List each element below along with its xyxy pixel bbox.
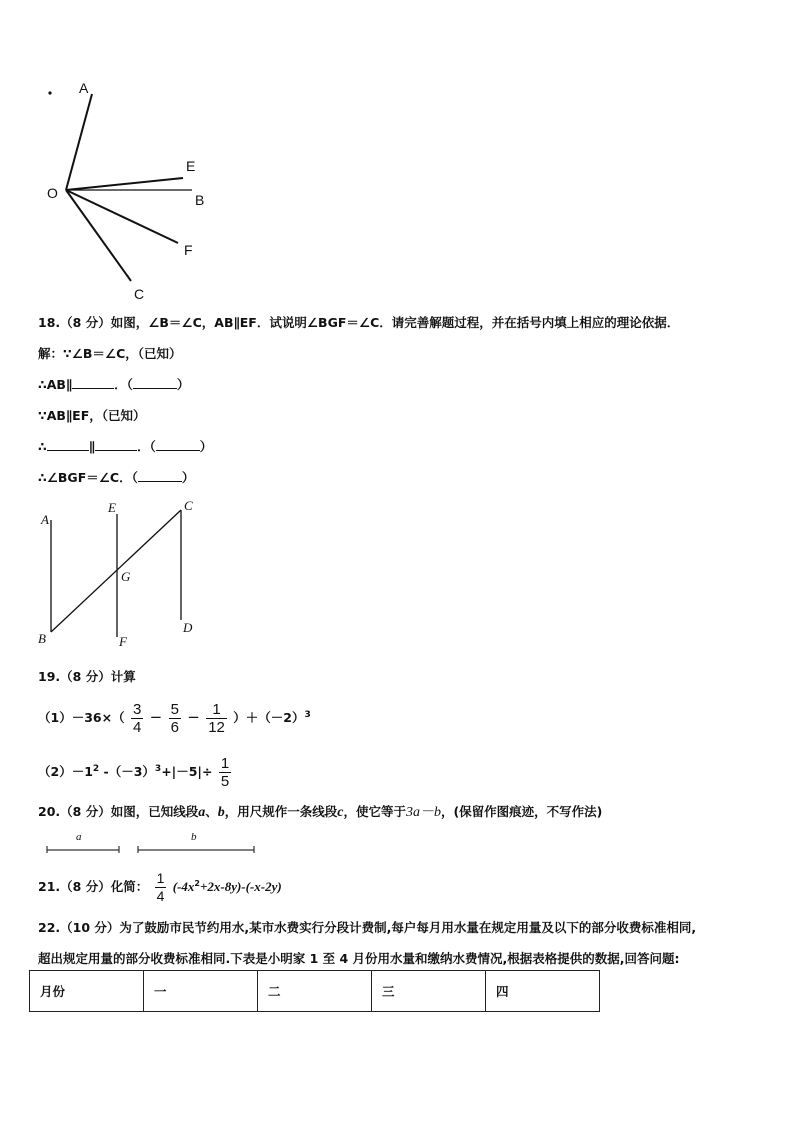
fraction-numerator: 1 (156, 870, 165, 886)
q18-line4-close: ） (199, 439, 213, 454)
fraction (131, 701, 143, 736)
reason-blank[interactable] (156, 438, 200, 451)
q20-sep: 、 (205, 804, 218, 819)
table-row (30, 971, 600, 1012)
table-cell: 月份 (30, 971, 144, 1012)
fraction-numerator: 1 (206, 701, 227, 719)
label-A: A (41, 512, 49, 527)
label-D: D (183, 620, 193, 635)
q18-line2 (38, 375, 189, 393)
angle-figure-q17 (0, 0, 260, 310)
q18-line2-suffix: ．（ (114, 377, 133, 392)
label-O: O (47, 185, 58, 201)
segment-b-label: b (191, 831, 197, 843)
fraction (206, 701, 227, 736)
fraction-numerator: 1 (220, 755, 230, 772)
q18-line4-prefix: ∴ (38, 439, 47, 454)
q18-line2-close: ） (176, 377, 190, 392)
segments-figure-q20 (0, 840, 270, 860)
var-c: c (337, 805, 344, 820)
q22-line2: 超出规定用量的部分收费标准相同.下表是小明家 1 至 4 月份用水量和缴纳水费情况,根据表格提供的数据,回答问题: (38, 951, 680, 966)
fraction-numerator: 3 (132, 701, 142, 718)
segment-a-label: a (76, 831, 82, 843)
fraction (169, 701, 181, 736)
table-cell: 一 (144, 971, 258, 1012)
label-B: B (38, 631, 46, 646)
q18-line4-suffix: ．（ (136, 439, 156, 454)
fraction-denominator: 4 (132, 719, 142, 736)
ray-OF (66, 190, 178, 243)
q21-header: 21.（8 分）化简： (38, 879, 149, 894)
exponent: 3 (304, 709, 311, 720)
segment-BC (51, 510, 181, 632)
reason-blank[interactable] (138, 469, 182, 482)
fraction-denominator: 6 (170, 719, 179, 736)
q18-line3: ∵AB∥EF，（已知） (38, 408, 146, 423)
q21-line (38, 870, 282, 905)
dot-mark (48, 91, 51, 94)
q19-p2-mid: -（－3） (99, 764, 155, 779)
answer-blank[interactable] (95, 438, 137, 451)
ray-OA (66, 94, 92, 190)
label-G: G (121, 569, 131, 584)
q21-expr1: (-4x (172, 879, 195, 894)
q19-header: 19.（8 分）计算 (38, 669, 136, 684)
answer-blank[interactable] (72, 376, 114, 389)
label-C: C (184, 498, 193, 513)
label-C: C (134, 286, 145, 302)
q18-line4 (38, 437, 212, 455)
q19-p2-tail: +|－5|÷ (161, 764, 213, 779)
q20-header (38, 801, 602, 821)
label-B: B (195, 192, 205, 208)
water-usage-table (29, 970, 600, 1012)
q18-header: 18.（8 分）如图，∠B＝∠C，AB∥EF．试说明∠BGF＝∠C．请完善解题过程，并在括号内填上相应的理论依据． (38, 315, 680, 330)
table-cell: 二 (258, 971, 372, 1012)
label-E: E (186, 158, 196, 174)
q18-line5-close: ） (181, 470, 195, 485)
q19-p1-tail: ）＋（－2） (233, 710, 305, 725)
fraction-denominator: 4 (156, 888, 165, 904)
expr-3a-b: 3a－b (405, 805, 441, 820)
ray-OE (66, 178, 183, 190)
reason-blank[interactable] (133, 376, 177, 389)
fraction-denominator: 12 (208, 719, 225, 736)
var-a: a (198, 805, 206, 820)
exponent: 3 (154, 763, 162, 774)
q20-header-mid2: ，使它等于 (343, 804, 406, 819)
exponent: 2 (92, 763, 100, 774)
ray-OC (66, 190, 131, 281)
q19-part2 (38, 755, 233, 790)
minus-sign: − (187, 708, 200, 726)
label-A: A (79, 80, 89, 96)
exponent: 2 (194, 878, 200, 888)
q19-p1-label: （1）－36×（ (38, 710, 125, 725)
fraction-numerator: 5 (170, 701, 179, 718)
q22-line1: 22.（10 分）为了鼓励市民节约用水,某市水费实行分段计费制,每户每月用水量在规定用量及以下的部分收费标准相同, (38, 920, 697, 935)
label-F: F (119, 634, 127, 649)
minus-sign: − (149, 708, 163, 726)
fraction (219, 755, 231, 790)
answer-blank[interactable] (47, 438, 89, 451)
q20-header-pre: 20.（8 分）如图，已知线段 (38, 804, 199, 819)
q21-expr2: +2x-8y)-(-x-2y) (199, 879, 282, 894)
table-cell: 四 (486, 971, 600, 1012)
fraction-denominator: 5 (220, 773, 230, 790)
label-E: E (108, 500, 116, 515)
q20-header-mid: ，用尺规作一条线段 (224, 804, 338, 819)
label-F: F (184, 242, 193, 258)
q18-line2-prefix: ∴AB∥ (38, 377, 73, 392)
var-b: b (217, 805, 225, 820)
q19-part1 (38, 701, 311, 736)
q20-header-post: ，(保留作图痕迹，不写作法) (440, 804, 603, 819)
q18-line4-mid: ∥ (88, 439, 95, 454)
table-cell: 三 (372, 971, 486, 1012)
q18-line1: 解：∵∠B＝∠C，（已知） (38, 346, 182, 361)
q18-line5 (38, 468, 194, 486)
q19-p2-label: （2）－1 (38, 764, 93, 779)
q18-line5-prefix: ∴∠BGF＝∠C．（ (38, 470, 138, 485)
fraction (155, 870, 167, 905)
